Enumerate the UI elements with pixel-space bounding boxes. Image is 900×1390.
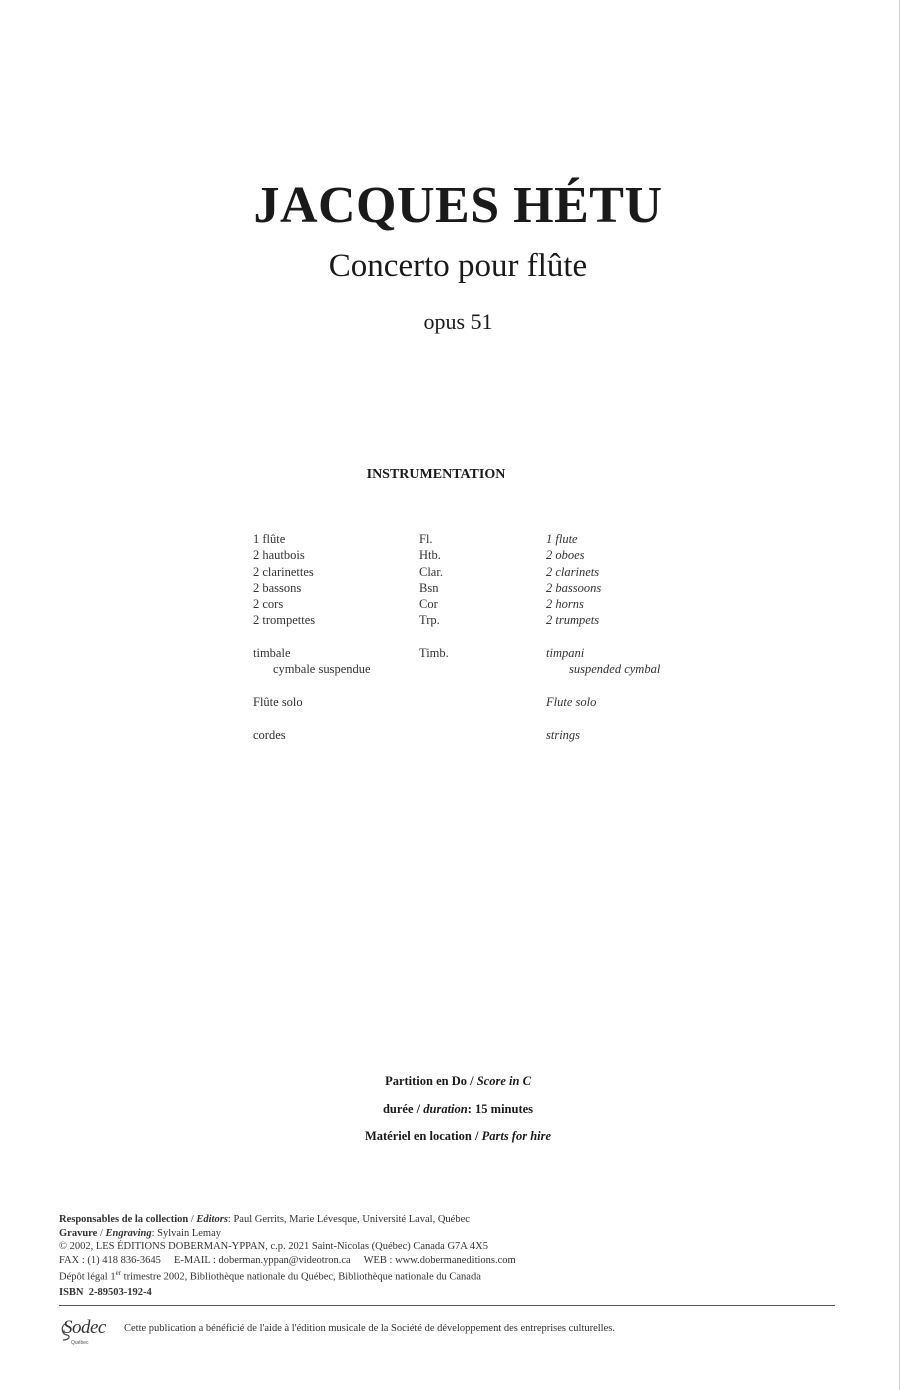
work-title: Concerto pour flûte [328, 248, 588, 284]
engraving-label-en: Engraving [105, 1227, 152, 1239]
instrument-en: 2 oboes [546, 548, 585, 563]
instrument-en: 1 flute [546, 532, 578, 546]
instrument-abbr: Timb. [419, 646, 449, 661]
footer-divider [59, 1305, 835, 1306]
footer [59, 1318, 839, 1348]
instrument-row [253, 547, 733, 563]
instrument-en: 2 horns [546, 597, 584, 612]
score-key-fr: Partition en Do [385, 1074, 467, 1088]
instrument-en: Flute solo [546, 695, 597, 710]
instrument-fr: 2 trompettes [253, 613, 316, 628]
instrument-row [253, 531, 733, 547]
editors-line: Responsables de la collection / Editors: Paul Gerrits, Marie Lévesque, Université Laval, Québec [59, 1214, 470, 1225]
sodec-logo-text: Sodec [63, 1317, 106, 1338]
instrument-en: 2 bassoons [546, 580, 602, 595]
instrument-abbr: Clar. [419, 564, 443, 579]
instrument-fr: 1 flûte [253, 532, 286, 546]
funding-notice: Cette publication a bénéficié de l'aide à l'édition musicale de la Société de développement des entreprises culturelles. [124, 1323, 615, 1334]
instrument-fr: 2 cors [253, 597, 284, 612]
duration-value: 15 minutes [475, 1101, 534, 1116]
instrument-fr: 2 bassons [253, 580, 302, 595]
instrument-row [253, 580, 733, 596]
engraving-label-fr: Gravure [59, 1227, 98, 1239]
engraving-line: Gravure / Engraving: Sylvain Lemay [59, 1227, 222, 1239]
legal-deposit-prefix: Dépôt légal 1 [59, 1271, 116, 1283]
instrument-fr: cymbale suspendue [273, 662, 371, 677]
sodec-logo-sub: Québec [71, 1340, 89, 1346]
duration-label-fr: durée [382, 1101, 414, 1116]
legal-deposit-rest: trimestre 2002, Bibliothèque nationale du Québec, Bibliothèque nationale du Canada [121, 1271, 481, 1283]
instrument-row [253, 596, 733, 612]
credits-block [59, 1213, 839, 1300]
engraving-value: Sylvain Lemay [157, 1227, 222, 1239]
instrument-row [253, 612, 733, 628]
instrument-fr: cordes [253, 727, 286, 742]
duration-line: durée / duration: 15 minutes [382, 1101, 534, 1116]
instrument-en: 2 clarinets [546, 564, 600, 579]
instrument-en: strings [546, 727, 581, 742]
instrument-row [253, 661, 733, 677]
instrument-en: suspended cymbal [569, 662, 661, 677]
instrument-en: timpani [546, 646, 585, 661]
sodec-logo [59, 1318, 119, 1344]
parts-fr: Matériel en location [364, 1129, 472, 1143]
instrument-row [253, 645, 733, 661]
legal-deposit-sup: er [115, 1269, 122, 1278]
instrument-fr: timbale [253, 646, 291, 661]
instrument-abbr: Htb. [419, 548, 441, 563]
duration-label-en: duration [423, 1101, 468, 1116]
composer-name: JACQUES HÉTU [253, 177, 663, 234]
instrument-abbr: Fl. [419, 532, 433, 546]
instrumentation-table [253, 531, 733, 743]
opus-number: opus 51 [423, 309, 493, 334]
instrumentation-heading: INSTRUMENTATION [366, 467, 506, 482]
instrument-en: 2 trumpets [546, 613, 600, 628]
editors-value: Paul Gerrits, Marie Lévesque, Université Laval, Québec [233, 1214, 470, 1225]
editors-label-en: Editors [196, 1214, 228, 1225]
legal-deposit-line [59, 1267, 839, 1284]
instrument-row [253, 564, 733, 580]
instrument-abbr: Cor [419, 597, 438, 612]
score-key-line: Partition en Do / Score in C [385, 1074, 531, 1088]
score-key-en: Score in C [476, 1074, 531, 1088]
instrument-row [253, 727, 733, 743]
isbn-line: ISBN 2-89503-192-4 [59, 1287, 152, 1299]
instrument-fr: 2 hautbois [253, 548, 305, 563]
instrument-abbr: Trp. [419, 613, 440, 628]
instrument-fr: 2 clarinettes [253, 564, 314, 579]
instrument-abbr: Bsn [419, 580, 439, 595]
score-info [0, 1073, 900, 1156]
contact-line: FAX : (1) 418 836-3645 E-MAIL : doberman.yppan@videotron.ca WEB : www.dobermaneditions.com [59, 1254, 516, 1266]
parts-en: Parts for hire [481, 1129, 552, 1143]
instrument-row [253, 694, 733, 710]
copyright-line: © 2002, LES ÉDITIONS DOBERMAN-YPPAN, c.p. 2021 Saint-Nicolas (Québec) Canada G7A 4X5 [59, 1241, 489, 1253]
editors-label-fr: Responsables de la collection [59, 1214, 189, 1225]
instrument-fr: Flûte solo [253, 695, 303, 710]
parts-line: Matériel en location / Parts for hire [364, 1129, 552, 1143]
